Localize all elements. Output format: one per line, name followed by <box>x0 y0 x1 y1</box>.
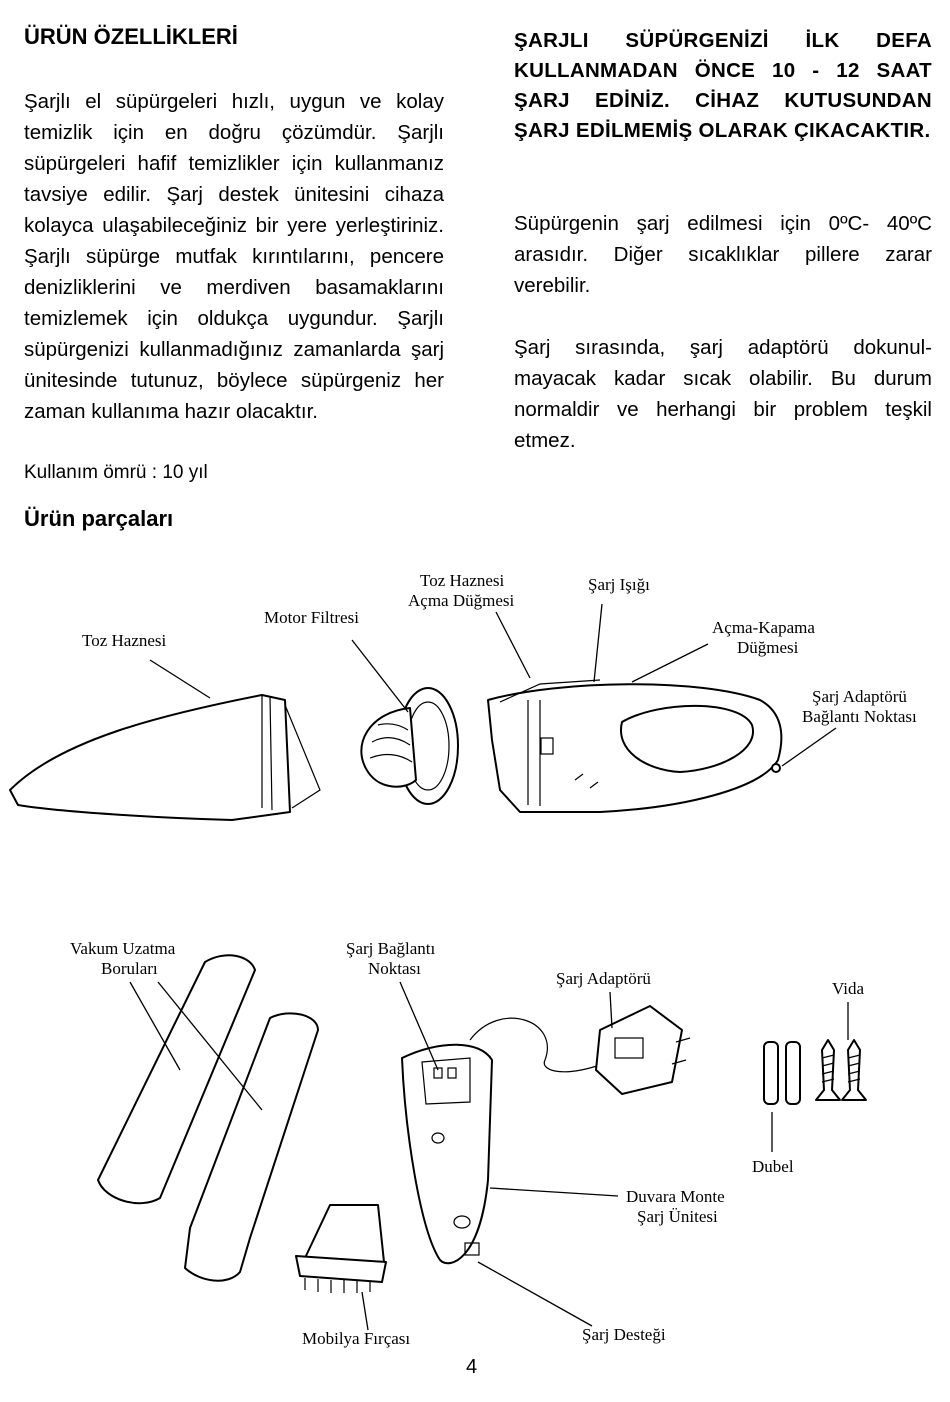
label-adapter-port-1: Şarj Adaptörü <box>812 687 907 706</box>
dust-container-drawing <box>10 695 320 820</box>
label-extension-tubes-1: Vakum Uzatma <box>70 939 176 958</box>
label-charger-adapter: Şarj Adaptörü <box>556 969 651 988</box>
vacuum-body-drawing <box>488 680 781 812</box>
screws-and-dowels-drawing <box>764 1040 866 1104</box>
label-power-switch-1: Açma-Kapama <box>712 618 815 637</box>
lifespan-text: Kullanım ömrü : 10 yıl <box>24 462 208 483</box>
section-heading-parts: Ürün parçaları <box>24 506 174 531</box>
label-charge-contact-1: Şarj Bağlantı <box>346 939 436 958</box>
label-dust-container: Toz Haznesi <box>82 631 167 650</box>
label-motor-filter: Motor Filtresi <box>264 608 359 627</box>
label-charge-contact-2: Noktası <box>368 959 421 978</box>
label-dust-release-2: Açma Düğmesi <box>408 591 515 610</box>
label-wall-unit-1: Duvara Monte <box>626 1187 725 1206</box>
page-number: 4 <box>466 1356 478 1378</box>
motor-filter-drawing <box>361 688 458 804</box>
label-extension-tubes-2: Boruları <box>101 959 158 978</box>
furniture-brush-drawing <box>296 1205 386 1293</box>
label-furniture-brush: Mobilya Fırçası <box>302 1329 411 1348</box>
label-adapter-port-2: Bağlantı Noktası <box>802 707 917 726</box>
charging-warning: ŞARJLI SÜPÜRGENİZİ İLK DEFA KULLANMADAN ÖNCE 10 - 12 SAAT ŞARJ EDİNİZ. CİHAZ KUTUSUNDAN ŞARJ EDİLMEMİŞ OLARAK ÇIKACAKTIR. <box>514 29 932 142</box>
label-charge-light: Şarj Işığı <box>588 575 650 594</box>
extension-tubes-drawing <box>98 955 318 1280</box>
label-charging-base: Şarj Desteği <box>582 1325 666 1344</box>
section-heading-features: ÜRÜN ÖZELLİKLERİ <box>24 24 238 49</box>
label-dowel: Dubel <box>752 1157 794 1176</box>
label-wall-unit-2: Şarj Ünitesi <box>637 1207 718 1226</box>
adapter-drawing <box>596 1006 690 1094</box>
label-power-switch-2: Düğmesi <box>737 638 799 657</box>
features-paragraph: Şarjlı el süpürgeleri hızlı, uygun ve kolay temizlik için en doğru çözümdür. Şarjlı süpürgeleri hafif temizlikler için kullanmanız tavsiye edilir. Şarj destek ünitesini cihaza kolayca ulaşabileceğiniz bir yere yerleştiriniz. Şarjlı süpürge mutfak kırıntılarını, pencere denizliklerini ve merdiven basamaklarını temizlemek için oldukça uygundur. Şarjlı süpürgenizi kullanmadığınız zamanlarda şarj ünitesinde tutunuz, böylece süpürgeniz her zaman kullanıma hazır olacaktır. <box>24 90 444 423</box>
temperature-paragraph: Süpürgenin şarj edilmesi için 0ºC- 40ºC arasıdır. Diğer sıcaklıklar pillere zarar verebilir. <box>514 212 932 297</box>
label-dust-release-1: Toz Haznesi <box>420 571 505 590</box>
label-screw: Vida <box>832 979 865 998</box>
adapter-heat-paragraph: Şarj sırasında, şarj adaptörü dokunul-mayacak kadar sıcak olabilir. Bu durum normaldir ve herhangi bir problem teşkil etmez. <box>514 336 932 452</box>
